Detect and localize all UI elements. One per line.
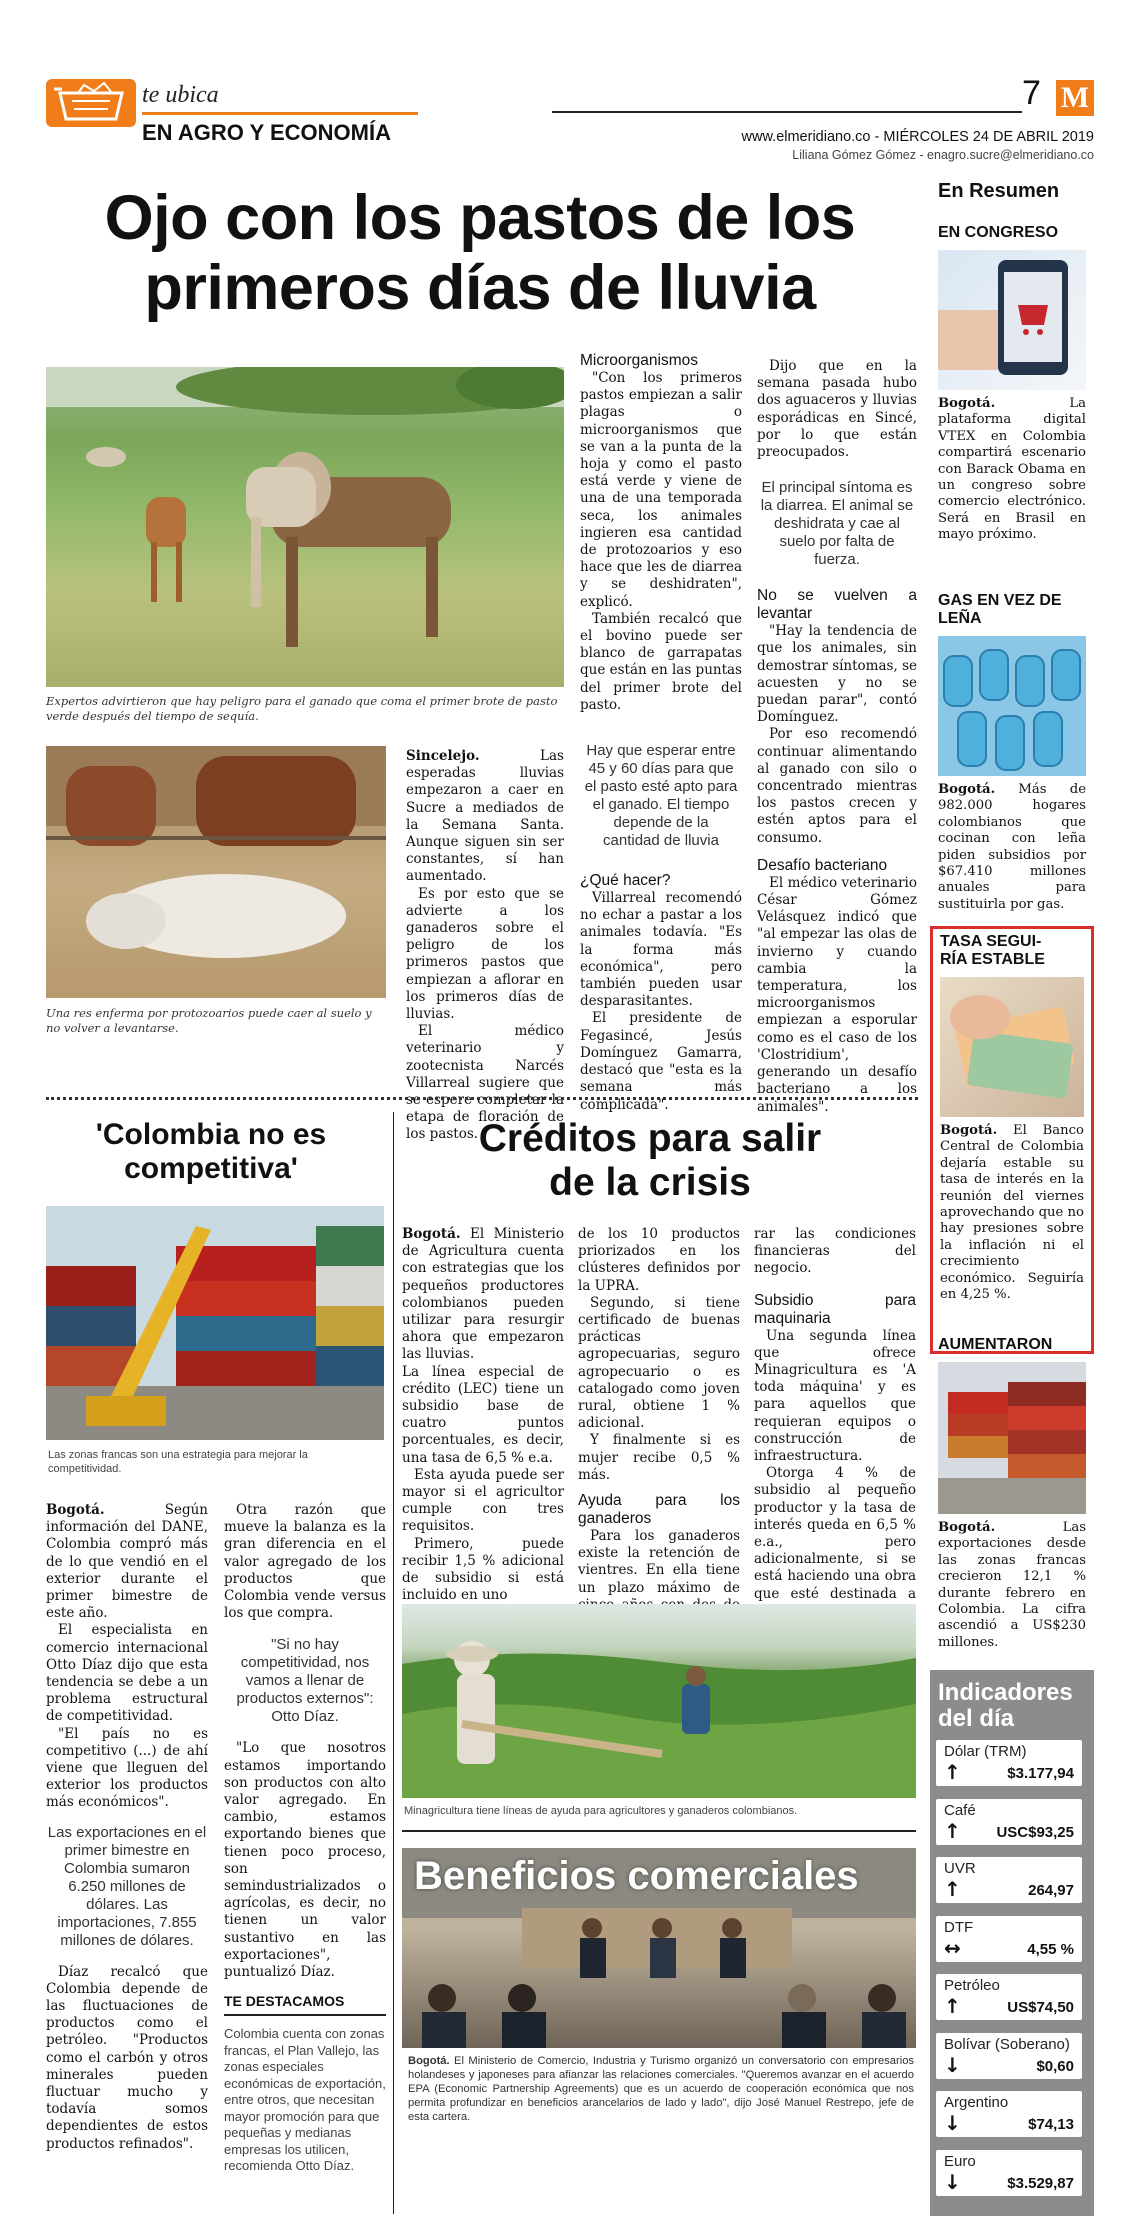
containers-photo [46, 1206, 384, 1440]
subheading: ¿Qué hacer? [580, 872, 671, 890]
indicator-value: 4,55 % [1027, 1940, 1074, 1958]
conference-photo [402, 1848, 916, 2048]
subheading: No se vuelven a levantar [757, 587, 917, 623]
paragraph: Por eso recomendó continuar alimentando al ganado con silo o concentrado mientras los pastos crecen y estén aptos para el consumo. [757, 726, 917, 846]
sidebar-item-text [938, 1520, 1086, 1651]
column-rule [393, 1112, 394, 2214]
indicator-value: USC$93,25 [996, 1823, 1074, 1841]
sidebar-body: El Banco Central de Colombia dejaría estable su tasa de interés en la reunión del viernes aprovechando que no hay presiones sobre la inflación ni el crecimiento económico. Seguiría en 4,25 %. [940, 1123, 1084, 1303]
indicator-value: $74,13 [1028, 2116, 1074, 2133]
photo1-caption: Expertos advirtieron que hay peligro para el ganado que coma el primer brote de pasto verde después del tiempo de sequía. [46, 694, 558, 723]
paragraph: Es por esto que se advierte a los ganaderos sobre el peligro de los primeros pastos que empiezan a aflorar en los primeros días de lluvias. [406, 885, 564, 1023]
sidebar-body: Más de 982.000 hogares colombianos que cocinan con leña piden subsidios por $67.410 millones anuales para sustituirla por gas. [938, 782, 1086, 912]
dateline: Bogotá. [938, 396, 996, 411]
sidebar-item-gas [938, 592, 1086, 913]
pull-quote: El principal síntoma es la diarrea. El animal se deshidrata y cae al suelo por falta de fuerza. [760, 479, 914, 569]
pull-quote: Hay que esperar entre 45 y 60 días para que el pasto esté apto para el ganado. El tiempo depende de la cantidad de lluvia [584, 742, 738, 850]
sidebar-item-text [938, 396, 1086, 544]
sidebar-item-title: AUMENTARON [938, 1336, 1053, 1353]
indicator-value: 264,97 [1028, 1882, 1074, 1899]
indicator-card [936, 1799, 1082, 1845]
trend-arrow-icon: ↑ [944, 1760, 961, 1784]
paragraph: Según información del DANE, Colombia compró más de lo que vendió en el exterior durante el primer bimestre de este año. [46, 1502, 208, 1622]
sidebar-body: La plataforma digital VTEX en Colombia compartirá escenario con Barack Obama en un congreso sobre comercio electrónico. Será en Brasil en mayo próximo. [938, 396, 1086, 543]
paragraph: Villarreal recomendó no echar a pastar a los animales todavía. "Es la forma más económica", pero también pueden usar desparasitantes. [580, 890, 742, 1010]
trend-arrow-icon: ↓ [944, 2052, 961, 2077]
ecommerce-photo [938, 250, 1086, 390]
paragraph: Para los ganaderos existe la retención de vientres. En ella tiene un plazo máximo de [578, 1528, 740, 1596]
sidebar-item-aumentaron [938, 1336, 1086, 1651]
paragraph: La línea especial de crédito (LEC) tiene un subsidio base de cuatro puntos porcentuales, es decir, una tasa de 6,5 % e.a. [402, 1363, 564, 1466]
te-destacamos-text: Colombia cuenta con zonas francas, el Plan Vallejo, las zonas especiales económicas de exportación, entre otros, que necesitan mayor promoción para que pequeñas y medianas empresas los utilicen, recomienda Otto Díaz. [224, 2026, 386, 2174]
containers-caption: Las zonas francas son una estrategia para mejorar la competitividad. [48, 1449, 308, 1475]
beneficios-text [408, 2054, 914, 2124]
section-underline [142, 112, 418, 115]
paragraph: Una segunda línea que ofrece Minagricultura es 'A toda máquina' y es para aquellos que requieran equipos o construcción de infraestructura. [754, 1327, 916, 1465]
paragraph: "El país no es competitivo (...) de ahí viene que lleguen del exterior los productos más económicos". [46, 1725, 208, 1811]
page-number: 7 [1022, 74, 1041, 112]
sidebar-item-title: GAS EN VEZ DE LEÑA [938, 592, 1062, 627]
creditos-col3 [754, 1226, 916, 1654]
dateline: Bogotá. [938, 1520, 996, 1535]
paragraph: Otorga 4 % de subsidio al pequeño productor y la tasa de interés queda en 6,5 % e.a., pero adicionalmente, si se está haciendo una obra que esté destinada a [754, 1465, 916, 1602]
indicator-card [936, 2033, 1082, 2079]
indicator-name: UVR [944, 1860, 976, 1877]
byline: Liliana Gómez Gómez - enagro.sucre@elmeridiano.co [792, 148, 1094, 162]
section-divider-2 [402, 1830, 916, 1832]
pull-quote: Las exportaciones en el primer bimestre en Colombia sumaron 6.250 millones de dólares. Las importaciones, 7.855 millones de dólares. [47, 1823, 207, 1949]
paragraph: Segundo, si tiene certificado de buenas prácticas agropecuarias, seguro agropecuario o es catalogado como joven rural, obtiene 1 % adicional. [578, 1294, 740, 1432]
trend-arrow-icon: ↑ [944, 1877, 961, 1901]
paragraph: Dijo que en la semana pasada hubo dos aguaceros y lluvias esporádicas en Sincé, por lo que están preocupados. [757, 358, 917, 461]
site-date: www.elmeridiano.co - MIÉRCOLES 24 DE ABRIL 2019 [741, 129, 1094, 145]
main-col2 [580, 352, 742, 1114]
indicator-name: Bolívar (Soberano) [944, 2035, 1070, 2053]
main-col3 [757, 358, 917, 1116]
paragraph: Y finalmente si es mujer recibe 0,5 % más. [578, 1432, 740, 1483]
section-logo-icon [46, 79, 136, 127]
paragraph: "Hay la tendencia de que los animales, sin demostrar síntomas, se acuesten y no se puedan parar", contó Domínguez. [757, 623, 917, 726]
paragraph: El presidente de Fegasincé, Jesús Domínguez Gamarra, destacó que "esta es la semana más complicada". [580, 1010, 742, 1113]
sidebar-item-tasa [930, 926, 1094, 1354]
indicator-value: US$74,50 [1007, 1999, 1074, 2016]
gas-cylinders-photo [938, 636, 1086, 776]
sick-cow-photo [46, 746, 386, 998]
dateline: Bogotá. [46, 1502, 105, 1518]
indicator-value: $0,60 [1036, 2057, 1074, 2075]
indicator-card [936, 2150, 1082, 2196]
main-col1 [406, 748, 564, 1144]
section-divider [46, 1097, 918, 1100]
indicator-card [936, 1857, 1082, 1903]
dateline: Bogotá. [938, 782, 996, 797]
farmer-caption: Minagricultura tiene líneas de ayuda para agricultores y ganaderos colombianos. [404, 1805, 798, 1817]
creditos-headline: Créditos para salir de la crisis [478, 1117, 822, 1204]
main-headline: Ojo con los pastos de los primeros días de lluvia [104, 183, 856, 323]
sidebar-title: En Resumen [938, 180, 1060, 202]
trend-arrow-icon: ↓ [944, 2111, 961, 2135]
pull-quote: "Si no hay competitividad, nos vamos a llenar de productos externos": Otto Díaz. [236, 1636, 374, 1726]
photo2-caption: Una res enferma por protozoarios puede caer al suelo y no volver a levantarse. [46, 1006, 372, 1035]
subheading: Subsidio para maquinaria [754, 1291, 916, 1327]
sidebar-item-congreso [938, 224, 1086, 544]
paragraph: Otra razón que mueve la balanza es la gran diferencia en el valor agregado de los productos que Colombia vende versus los que compra. [224, 1502, 386, 1622]
trend-arrow-icon: ↑ [944, 1994, 961, 2018]
dateline: Bogotá. [940, 1123, 998, 1138]
paragraph: de los 10 productos priorizados en los clústeres definidos por la UPRA. [578, 1226, 740, 1294]
paragraph: rar las condiciones financieras del negocio. [754, 1226, 916, 1277]
sidebar-item-title: TASA SEGUI-RÍA ESTABLE [940, 933, 1045, 968]
paragraph: El especialista en comercio internacional Otto Díaz dijo que esta tendencia se debe a un problema estructural de competitividad. [46, 1622, 208, 1725]
subheading: Desafío bacteriano [757, 856, 888, 874]
paragraph: "Lo que nosotros estamos importando son productos con alto valor agregado. En cambio, estamos exportando bienes que tienen poco proceso, son semindustrializados o agrícolas, es decir, no tienen un valor sustantivo en las exportaciones", puntualizó Díaz. [224, 1740, 386, 1981]
paragraph: El médico veterinario César Gómez Velásquez indicó que "al empezar las olas de invierno y cuando cambia la temperatura, los microorganismos empiezan a esporular como es el caso de los 'Clostridium', generando un desafío bacteriano a los animales". [757, 874, 917, 1115]
sidebar-item-text [940, 1123, 1084, 1303]
sidebar-body: Las exportaciones desde las zonas francas crecieron 12,1 % durante febrero en Colombia. La cifra ascendió a US$230 millones. [938, 1520, 1086, 1650]
dateline: Bogotá. [402, 1226, 461, 1242]
te-destacamos-title: TE DESTACAMOS [224, 1993, 386, 2016]
dateline: Bogotá. [408, 2055, 450, 2067]
newspaper-logo: M [1056, 80, 1094, 116]
colombia-col1 [46, 1502, 208, 2153]
indicator-value: $3.177,94 [1007, 1765, 1074, 1782]
indicator-card [936, 1974, 1082, 2020]
colombia-headline: 'Colombia no es competitiva' [95, 1118, 327, 1185]
indicator-value: $3.529,87 [1007, 2174, 1074, 2192]
beneficios-headline: Beneficios comerciales [414, 1854, 859, 1898]
indicator-name: Euro [944, 2152, 976, 2170]
indicator-name: Petróleo [944, 1977, 1000, 1994]
farmer-field-photo [402, 1604, 916, 1798]
paragraph: El médico veterinario y zootecnista Narcés Villarreal sugiere que se espere completar la etapa de floración de los pastos. [406, 1023, 564, 1143]
cows-pasture-photo [46, 367, 564, 687]
sidebar-item-text [938, 782, 1086, 913]
section-title: EN AGRO Y ECONOMÍA [142, 120, 391, 145]
paragraph: El Ministerio de Agricultura cuenta con estrategias que los pequeños productores colombianos pueden utilizar para resurgir ahora que empezaron las lluvias. [402, 1226, 565, 1363]
indicators-panel [930, 1670, 1094, 2216]
sidebar-item-title: EN CONGRESO [938, 224, 1059, 241]
dateline: Sincelejo. [406, 748, 480, 764]
indicator-name: Dólar (TRM) [944, 1743, 1027, 1760]
paragraph: Las esperadas lluvias empezaron a caer en Sucre a mediados de la Semana Santa. Aunque siguen sin ser constantes, sí han aumentado. [406, 748, 564, 885]
trend-arrow-icon: ↑ [944, 1818, 961, 1843]
indicator-name: Café [944, 1801, 976, 1819]
port-containers-photo [938, 1362, 1086, 1514]
section-top-label: te ubica [142, 82, 219, 108]
trend-arrow-icon: ↓ [944, 2169, 961, 2194]
indicator-card [936, 1916, 1082, 1962]
indicators-title: Indicadores del día [938, 1679, 1073, 1732]
summary-sidebar [930, 180, 1094, 1650]
paragraph: Esta ayuda puede ser mayor si el agricultor cumple con tres requisitos. [402, 1466, 564, 1535]
paragraph: Primero, puede recibir 1,5 % adicional de subsidio si está incluido en uno [402, 1535, 564, 1604]
indicator-name: Argentino [944, 2094, 1009, 2111]
colombia-col2 [224, 1502, 386, 2175]
paragraph: También recalcó que el bovino puede ser blanco de garrapatas que están en las puntas del primer brote del pasto. [580, 610, 742, 713]
money-photo [940, 977, 1084, 1117]
trend-arrow-icon: ↔ [944, 1935, 961, 1960]
subheading: Ayuda para los ganaderos [578, 1492, 740, 1528]
creditos-col1 [402, 1226, 564, 1604]
indicator-card [936, 1740, 1082, 1786]
subheading: Microorganismos [580, 352, 699, 369]
creditos-col2 [578, 1226, 740, 1666]
beneficios-body: El Ministerio de Comercio, Industria y Turismo organizó un conversatorio con empresarios holandeses y japoneses para afianzar las relaciones comerciales. "Queremos avanzar en el acuerdo EPA (Economic Partnership Agreements) que es un acuerdo de cooperación económica que nos permita profundizar en beneficios arancelarios de lado y lado", dijo José Manuel Restrepo, jefe de esta cartera. [408, 2055, 915, 2123]
indicator-name: DTF [944, 1918, 974, 1936]
paragraph: Díaz recalcó que Colombia depende de las fluctuaciones de productos como el petróleo. "Productos como el carbón y otros minerales pueden fluctuar mucho y todavía somos dependientes de estos productos refinados". [46, 1963, 208, 2152]
indicator-card [936, 2091, 1082, 2137]
paragraph: "Con los primeros pastos empiezan a salir plagas o microorganismos que se van a la punta de la hoja y como el pasto está verde y viene de una de una temporada seca, los animales ingieren esa cantidad de protozoarios y eso hace que les de diarrea y se deshidraten", explicó. [580, 370, 742, 610]
header-rule [552, 111, 1022, 113]
